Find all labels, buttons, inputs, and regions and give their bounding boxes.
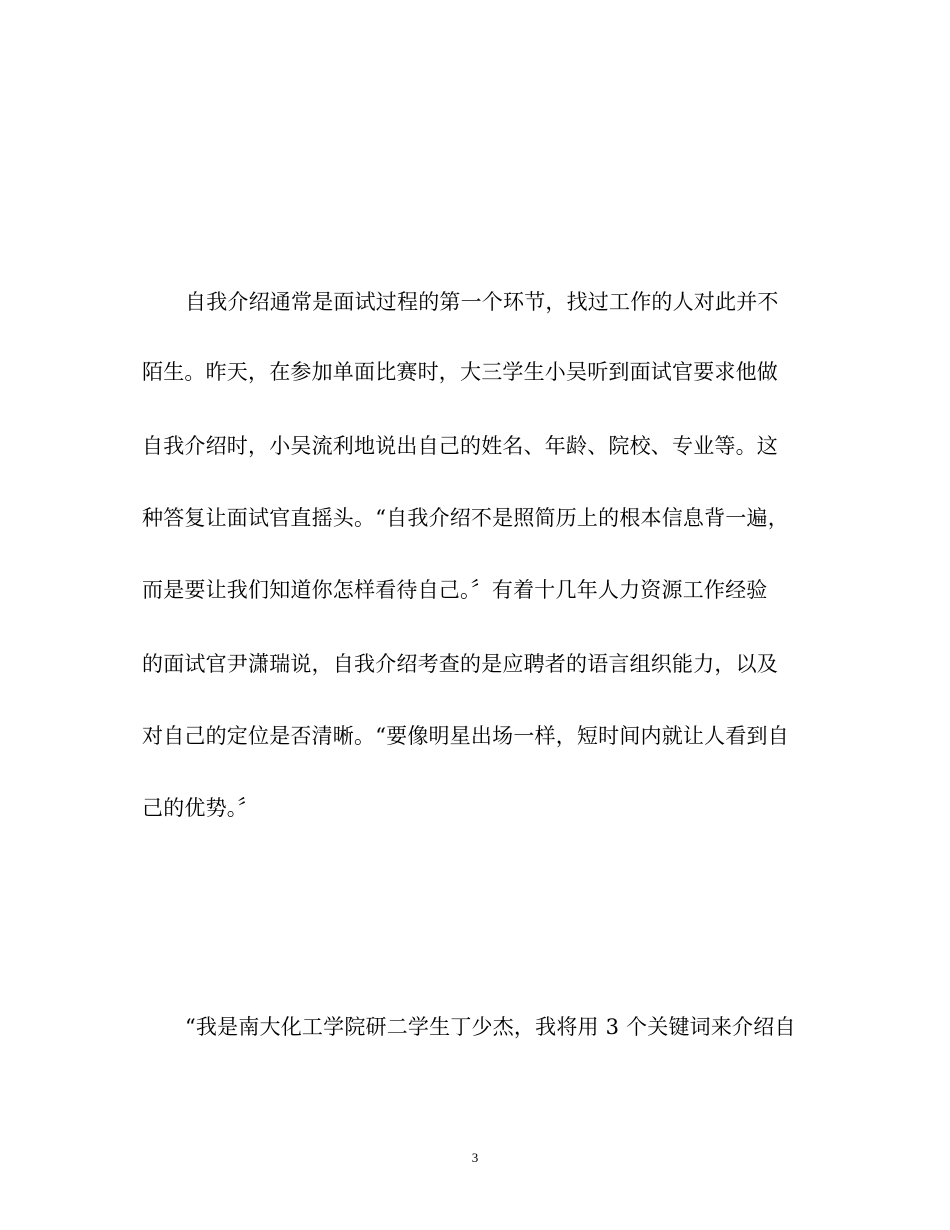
- paragraph-1-line-1: 自我介绍通常是面试过程的第一个环节，找过工作的人对此并不: [185, 290, 779, 314]
- paragraph-2-line-1: “我是南大化工学院研二学生丁少杰，我将用 3 个关键词来介绍自: [185, 1015, 796, 1039]
- paragraph-1-line-5: 而是要让我们知道你怎样看待自己。〞有着十几年人力资源工作经验: [142, 578, 768, 602]
- paragraph-1-line-6: 的面试官尹潇瑞说，自我介绍考查的是应聘者的语言组织能力，以及: [142, 652, 778, 676]
- paragraph-1-line-3: 自我介绍时，小吴流利地说出自己的姓名、年龄、院校、专业等。这: [142, 434, 778, 458]
- paragraph-1-line-8: 己的优势。〞: [142, 796, 259, 820]
- page-number: 3: [471, 1150, 479, 1165]
- paragraph-1-line-4: 种答复让面试官直摇头。“自我介绍不是照简历上的根本信息背一遍，: [142, 506, 789, 530]
- paragraph-1-line-7: 对自己的定位是否清晰。“要像明星出场一样，短时间内就让人看到自: [142, 724, 789, 748]
- paragraph-1-line-2: 陌生。昨天，在参加单面比赛时，大三学生小吴听到面试官要求他做: [142, 360, 778, 384]
